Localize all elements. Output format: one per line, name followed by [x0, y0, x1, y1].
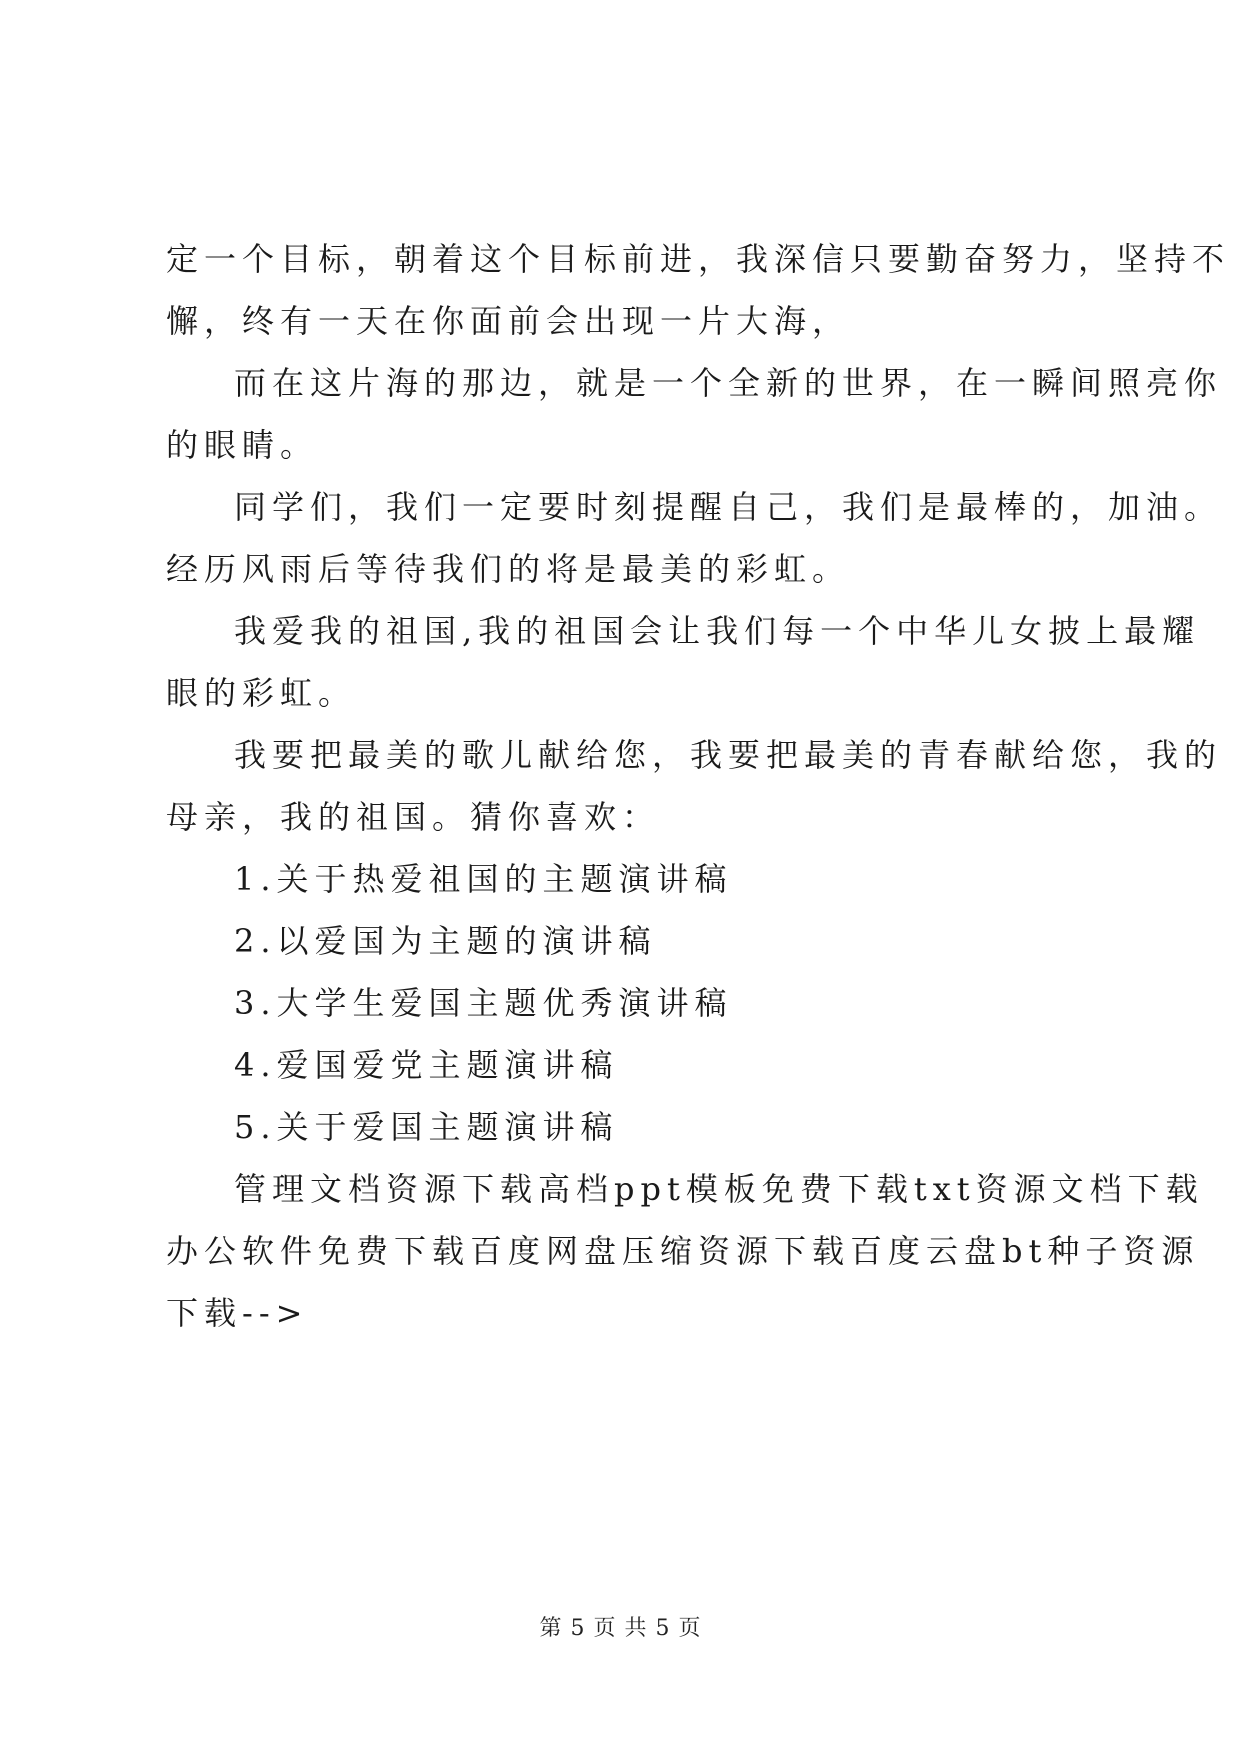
related-link-5: 5.关于爱国主题演讲稿	[234, 1108, 619, 1146]
body-line-9: 我要把最美的歌儿献给您，我要把最美的青春献给您，我的	[234, 736, 1223, 774]
body-line-5: 同学们，我们一定要时刻提醒自己，我们是最棒的，加油。	[234, 488, 1223, 526]
body-line-4: 的眼睛。	[166, 426, 319, 464]
body-line-3: 而在这片海的那边，就是一个全新的世界，在一瞬间照亮你	[234, 364, 1223, 402]
body-line-18: 下载-->	[166, 1294, 309, 1332]
related-link-2: 2.以爱国为主题的演讲稿	[234, 922, 657, 960]
body-line-7: 我爱我的祖国,我的祖国会让我们每一个中华儿女披上最耀	[234, 612, 1201, 650]
page-number-footer: 第 5 页 共 5 页	[539, 1616, 702, 1641]
related-link-1: 1.关于热爱祖国的主题演讲稿	[234, 860, 733, 898]
body-line-6: 经历风雨后等待我们的将是最美的彩虹。	[166, 550, 851, 588]
related-link-3: 3.大学生爱国主题优秀演讲稿	[234, 984, 733, 1022]
document-body	[166, 228, 1231, 1344]
body-line-10: 母亲，我的祖国。猜你喜欢：	[166, 798, 661, 836]
related-link-4: 4.爱国爱党主题演讲稿	[234, 1046, 619, 1084]
body-line-17: 办公软件免费下载百度网盘压缩资源下载百度云盘bt种子资源	[166, 1232, 1200, 1270]
body-line-1: 定一个目标，朝着这个目标前进，我深信只要勤奋努力，坚持不	[166, 240, 1231, 278]
body-line-16: 管理文档资源下载高档ppt模板免费下载txt资源文档下载	[234, 1170, 1204, 1208]
body-line-2: 懈，终有一天在你面前会出现一片大海，	[166, 302, 851, 340]
body-line-8: 眼的彩虹。	[166, 674, 357, 712]
